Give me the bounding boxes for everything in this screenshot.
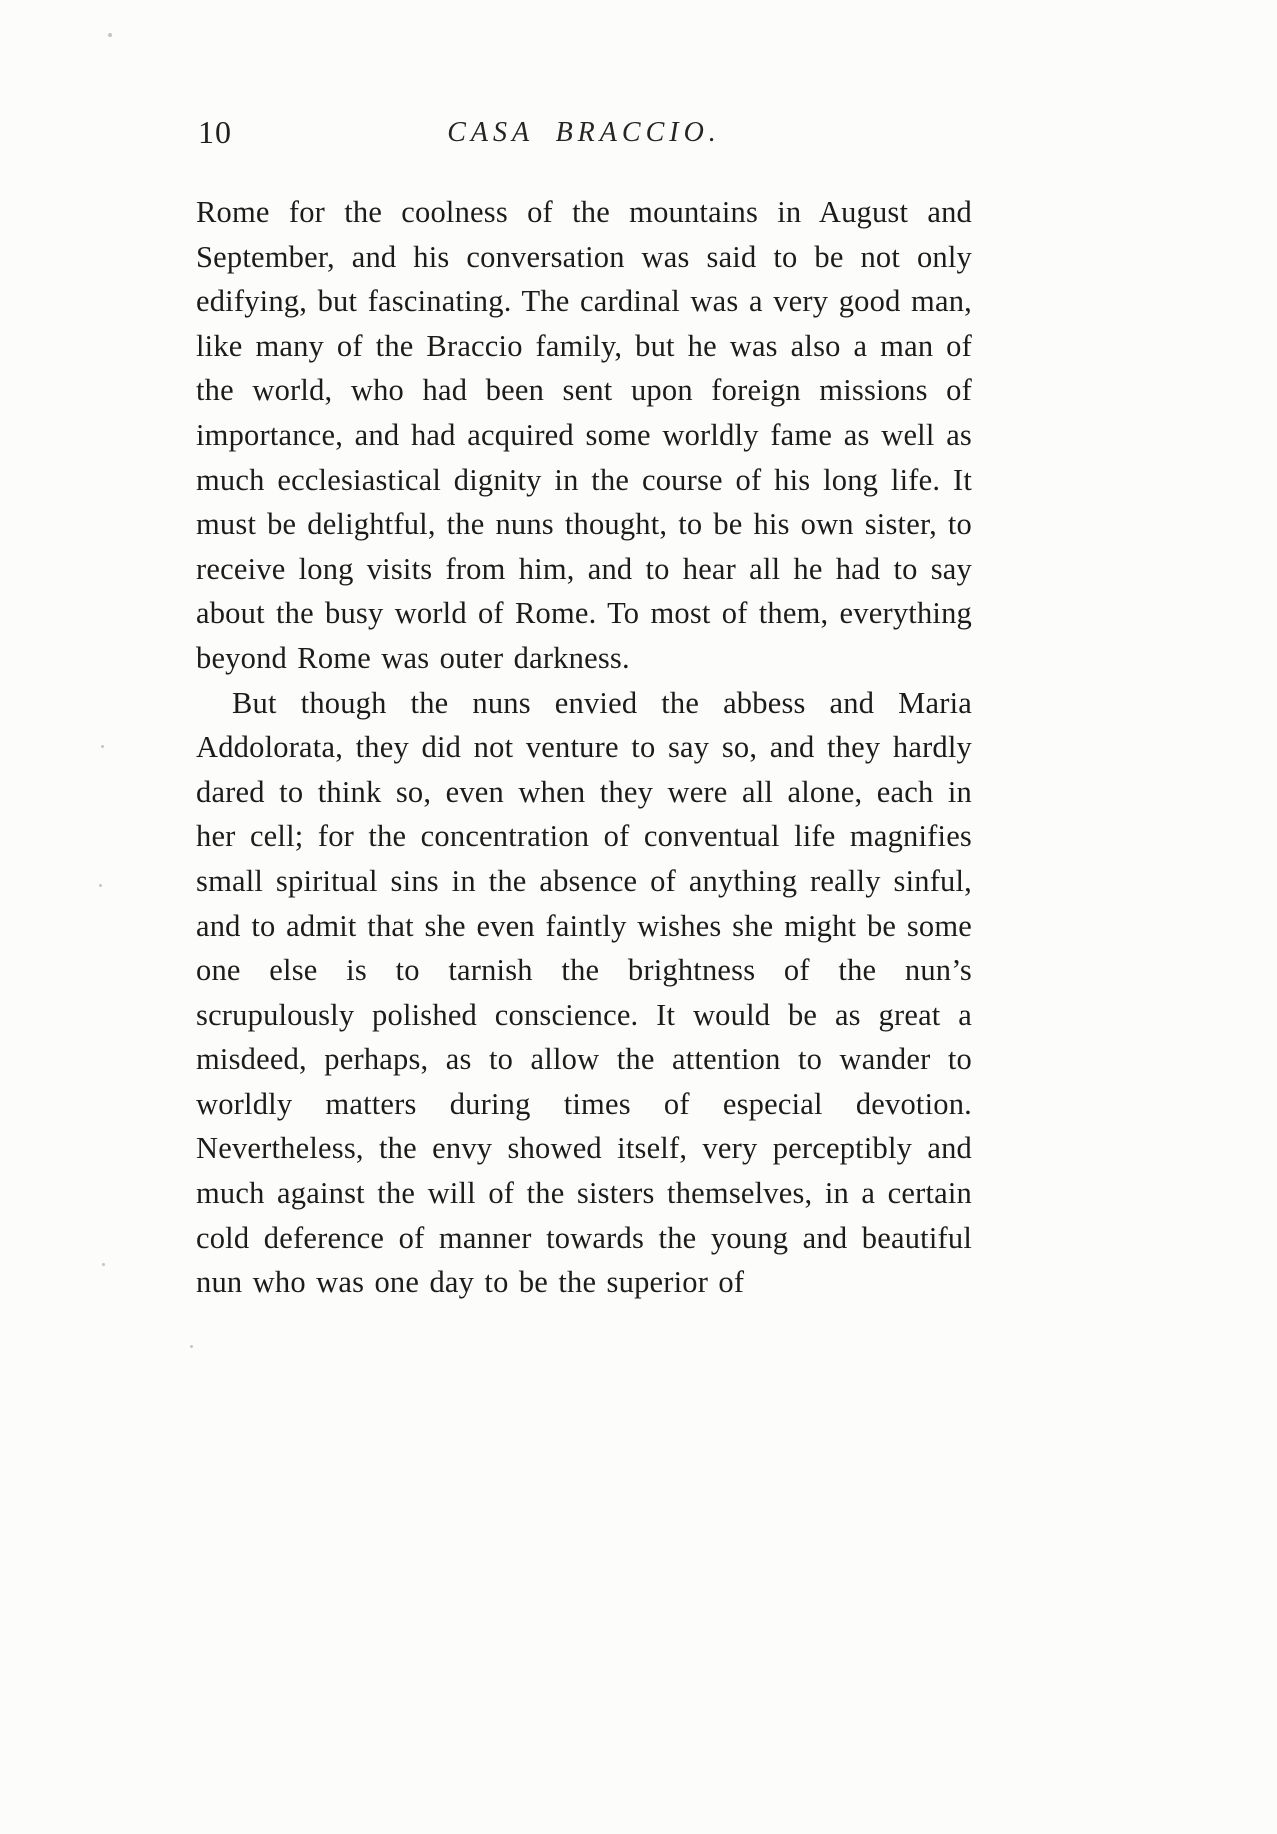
- scan-artifact-speck: [99, 884, 102, 887]
- page-number: 10: [198, 114, 232, 150]
- scan-artifact-speck: [108, 33, 112, 37]
- page-body: [196, 190, 972, 1305]
- scan-artifact-speck: [101, 745, 104, 748]
- paragraph-continuation: Rome for the coolness of the mountains in August and September, and his conversation was said to be not only edifying, but fascinating. The cardinal was a very good man, like many of the Braccio family, but he was also a man of the world, who had been sent upon foreign missions of importance, and had acquired some worldly fame as well as much ecclesiastical dignity in the course of his long life. It must be delightful, the nuns thought, to be his own sister, to receive long visits from him, and to hear all he had to say about the busy world of Rome. To most of them, everything beyond Rome was outer darkness.: [196, 195, 972, 675]
- scan-artifact-speck: [190, 1345, 193, 1348]
- scan-artifact-speck: [102, 1263, 105, 1266]
- running-title: CASA BRACCIO.: [447, 117, 721, 148]
- page-header: [196, 112, 972, 156]
- paragraph: But though the nuns envied the abbess and Maria Addolorata, they did not venture to say so, and they hardly dared to think so, even when they were all alone, each in her cell; for the concentration of conventual life magnifies small spiritual sins in the absence of anything really sinful, and to admit that she even faintly wishes she might be some one else is to tarnish the brightness of the nun’s scrupulously polished conscience. It would be as great a misdeed, perhaps, as to allow the attention to wander to worldly matters during times of especial devotion. Nevertheless, the envy showed itself, very perceptibly and much against the will of the sisters themselves, in a certain cold deference of manner towards the young and beautiful nun who was one day to be the superior of: [196, 685, 972, 1300]
